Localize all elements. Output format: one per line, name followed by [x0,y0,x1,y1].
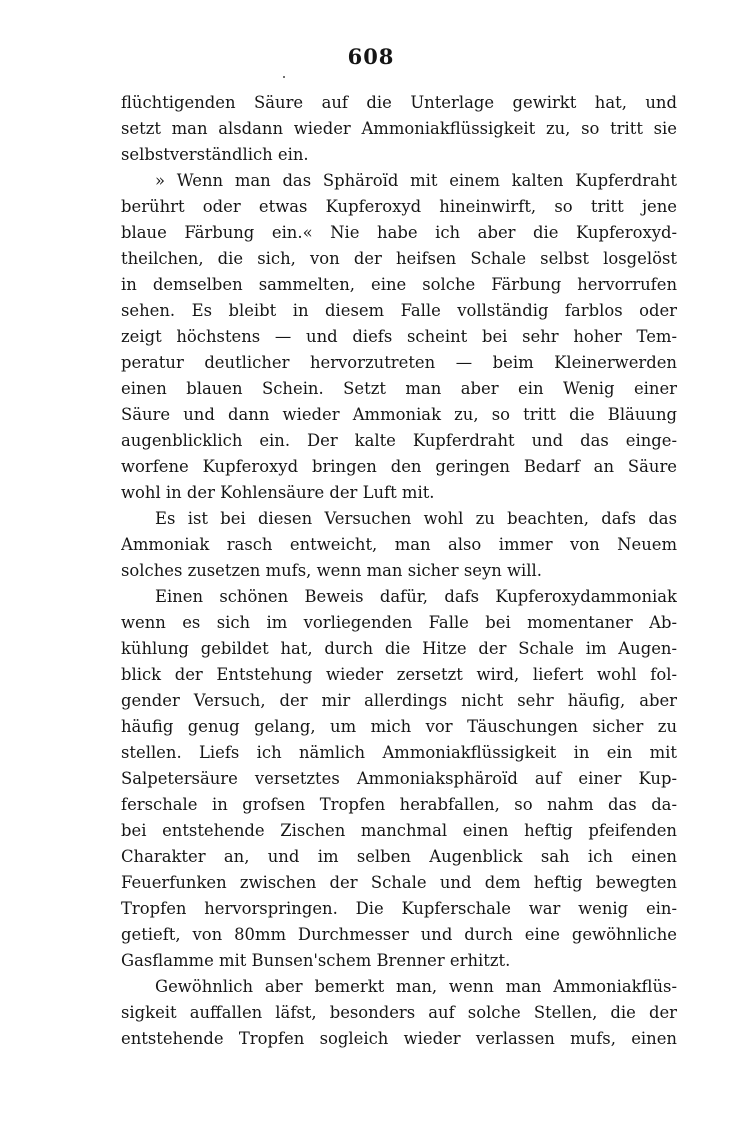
text-line: sigkeit auffallen läfst, besonders auf solche Stellen, die der [121,1003,677,1022]
text-line: in demselben sammelten, eine solche Färbung hervorrufen [121,275,677,294]
text-line: Gewöhnlich aber bemerkt man, wenn man Ammoniakflüs- [155,977,677,996]
text-line: getieft, von 80mm Durchmesser und durch eine gewöhnliche [121,925,677,944]
text-line: blick der Entstehung wieder zersetzt wird, liefert wohl fol- [121,665,677,684]
text-line: blaue Färbung ein.« Nie habe ich aber die Kupferoxyd- [121,223,677,242]
text-line: stellen. Liefs ich nämlich Ammoniakflüssigkeit in ein mit [121,743,677,762]
text-line: peratur deutlicher hervorzutreten — beim Kleinerwerden [121,353,677,372]
text-line: Gasflamme mit Bunsen'schem Brenner erhitzt. [121,951,511,970]
text-line: flüchtigenden Säure auf die Unterlage gewirkt hat, und [121,93,677,112]
text-line: Tropfen hervorspringen. Die Kupferschale war wenig ein- [121,899,677,918]
page-number: 608 [347,44,395,69]
text-line: setzt man alsdann wieder Ammoniakflüssigkeit zu, so tritt sie [121,119,677,138]
text-line: » Wenn man das Sphäroïd mit einem kalten Kupferdraht [155,171,677,190]
text-line: berührt oder etwas Kupferoxyd hineinwirft, so tritt jene [121,197,677,216]
body-text [121,90,677,1052]
text-line: kühlung gebildet hat, durch die Hitze der Schale im Augen- [121,639,677,658]
text-line: Salpetersäure versetztes Ammoniaksphäroïd auf einer Kup- [121,769,677,788]
text-line: Es ist bei diesen Versuchen wohl zu beachten, dafs das [155,509,677,528]
text-line: Einen schönen Beweis dafür, dafs Kupferoxydammoniak [155,587,677,606]
text-line: ferschale in grofsen Tropfen herabfallen, so nahm das da- [121,795,677,814]
text-line: gender Versuch, der mir allerdings nicht sehr häufig, aber [121,691,677,710]
text-line: augenblicklich ein. Der kalte Kupferdraht und das einge- [121,431,677,450]
text-line: Feuerfunken zwischen der Schale und dem heftig bewegten [121,873,677,892]
text-line: solches zusetzen mufs, wenn man sicher seyn will. [121,561,542,580]
text-line: theilchen, die sich, von der heifsen Schale selbst losgelöst [121,249,677,268]
text-line: worfene Kupferoxyd bringen den geringen Bedarf an Säure [121,457,677,476]
text-line: häufig genug gelang, um mich vor Täuschungen sicher zu [121,717,677,736]
text-line: sehen. Es bleibt in diesem Falle vollständig farblos oder [121,301,677,320]
text-line: Ammoniak rasch entweicht, man also immer von Neuem [121,535,677,554]
text-line: einen blauen Schein. Setzt man aber ein Wenig einer [121,379,677,398]
print-speck [283,76,285,78]
text-line: entstehende Tropfen sogleich wieder verlassen mufs, einen [121,1029,677,1048]
text-line: wenn es sich im vorliegenden Falle bei momentaner Ab- [121,613,677,632]
text-line: zeigt höchstens — und diefs scheint bei sehr hoher Tem- [121,327,677,346]
text-line: selbstverständlich ein. [121,145,309,164]
text-line: Säure und dann wieder Ammoniak zu, so tritt die Bläuung [121,405,677,424]
text-line: wohl in der Kohlensäure der Luft mit. [121,483,435,502]
text-line: bei entstehende Zischen manchmal einen heftig pfeifenden [121,821,677,840]
text-line: Charakter an, und im selben Augenblick sah ich einen [121,847,677,866]
